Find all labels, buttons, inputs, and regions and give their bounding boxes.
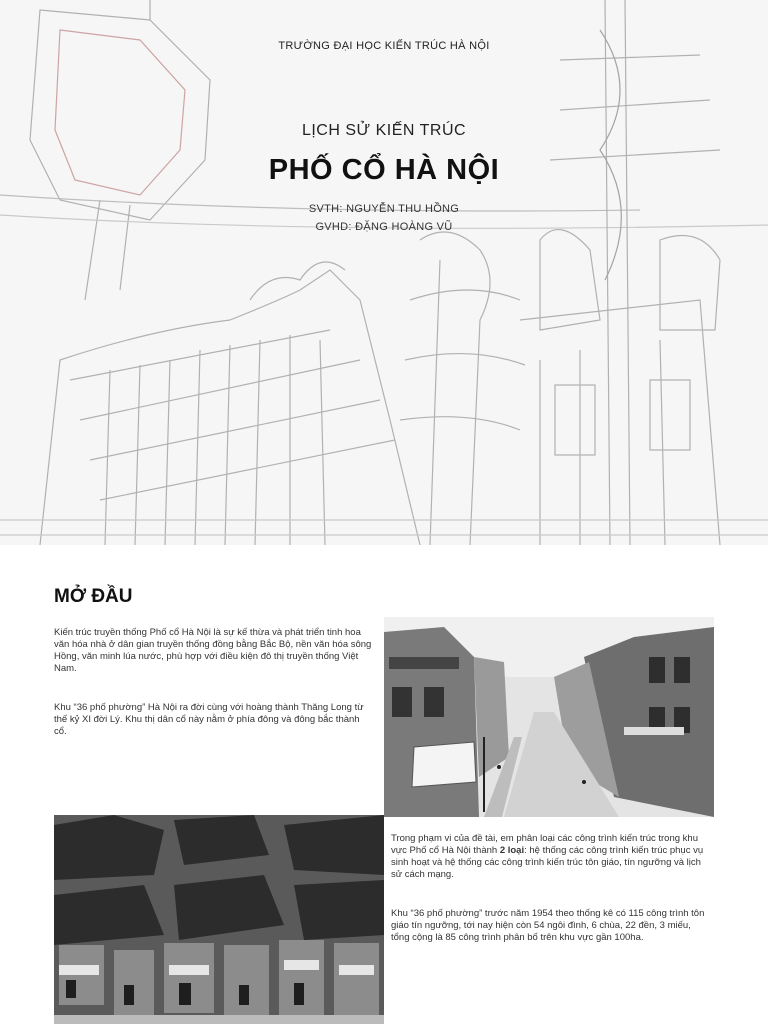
street-photo (384, 617, 714, 817)
course-subject: LỊCH SỬ KIẾN TRÚC (301, 122, 467, 139)
school-name: TRƯỜNG ĐẠI HỌC KIẾN TRÚC HÀ NỘI (278, 40, 490, 52)
rooftops-photo (54, 815, 384, 1024)
student-credit: SVTH: NGUYỄN THU HỒNG (308, 203, 460, 215)
intro-paragraph-2: Khu “36 phố phường” Hà Nội ra đời cùng với hoàng thành Thăng Long từ thế kỷ XI đời Lý. Khu thị dân cổ này nằm ở phía đông và đông bắc thành cổ. (54, 701, 364, 737)
intro-paragraph-4: Khu “36 phố phường” trước năm 1954 theo thống kê có 115 công trình tôn giáo tín ngưỡng, tới nay hiện còn 54 ngôi đình, 6 chùa, 22 đền, 3 miếu, tổng cộng là 85 công trình phân bố trên khu vực gần 100ha. (391, 907, 705, 943)
intro-paragraph-3: Trong phạm vi của đề tài, em phân loại các công trình kiến trúc trong khu vực Phố cổ Hà Nội thành 2 loại: hệ thống các công trình kiến trúc phục vụ sinh hoạt và hệ thống các công trình kiến trúc tôn giáo, tín ngưỡng và lịch sử cách mạng. (391, 832, 704, 880)
section-heading: MỞ ĐẦU (54, 586, 133, 607)
page-title: PHỐ CỔ HÀ NỘI (268, 154, 500, 186)
intro-paragraph-1: Kiến trúc truyền thống Phố cổ Hà Nội là sự kế thừa và phát triển tinh hoa văn hóa nhà ở dân gian truyền thống đồng bằng Bắc Bộ, nền văn hóa sông Hồng, văn minh lúa nước, phù hợp với điều kiện đô thị truyền thống Việt Nam. (54, 626, 372, 674)
emphasis-two-types: 2 loại (499, 844, 525, 856)
advisor-credit: GVHD: ĐẶNG HOÀNG VŨ (315, 221, 453, 233)
